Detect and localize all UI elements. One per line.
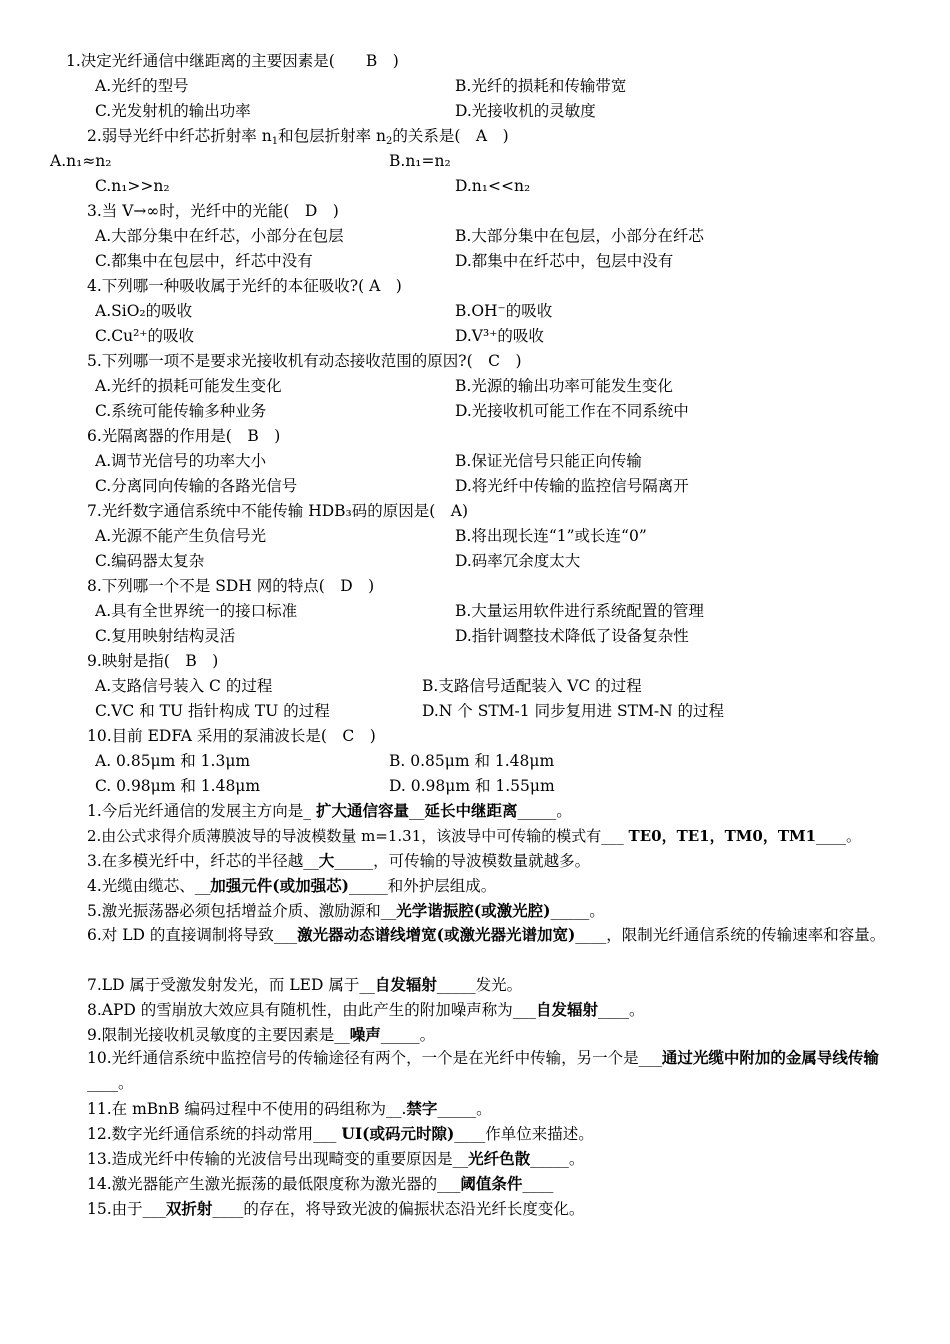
- question-8-option-c: C.复用映射结构灵活: [95, 627, 236, 645]
- fill-6: [87, 922, 907, 948]
- fill-text: _____发光。: [436, 976, 523, 994]
- question-3-option-a: A.大部分集中在纤芯，小部分在包层: [95, 227, 344, 245]
- fill-15: [87, 1199, 584, 1219]
- fill-answer: 扩大通信容量: [315, 801, 409, 820]
- question-2-stem: [87, 126, 509, 146]
- fill-answer: UI(或码元时隙): [341, 1124, 455, 1143]
- fill-text: ____的存在，将导致光波的偏振状态沿光纤长度变化。: [212, 1200, 585, 1218]
- question-1-stem: 1.决定光纤通信中继距离的主要因素是( B ): [66, 52, 399, 70]
- fill-4: [87, 876, 496, 896]
- fill-11: [87, 1099, 492, 1119]
- fill-answer: 通过光缆中附加的金属导线传输: [661, 1048, 879, 1067]
- question-2-option-a: A.n₁≈n₂: [50, 152, 112, 170]
- fill-9: [87, 1025, 435, 1045]
- fill-8: [87, 1000, 645, 1020]
- fill-1: [87, 801, 572, 821]
- question-1-option-c: C.光发射机的输出功率: [95, 102, 251, 120]
- fill-2: [87, 826, 861, 846]
- question-9-option-b: B.支路信号适配装入 VC 的过程: [422, 677, 642, 695]
- question-10-option-b: B. 0.85μm 和 1.48μm: [389, 752, 555, 770]
- question-10-option-d: D. 0.98μm 和 1.55μm: [389, 777, 555, 795]
- fill-text: ____。: [87, 1074, 134, 1092]
- fill-text: ____: [522, 1175, 554, 1193]
- question-9-option-c: C.VC 和 TU 指针构成 TU 的过程: [95, 702, 330, 720]
- fill-text: 9.限制光接收机灵敏度的主要因素是__: [87, 1026, 350, 1044]
- question-4-option-d: D.V³⁺的吸收: [455, 327, 544, 345]
- question-8-option-a: A.具有全世界统一的接口标准: [95, 602, 298, 620]
- fill-5: [87, 901, 605, 921]
- fill-text: _____。: [517, 802, 572, 820]
- question-3-option-c: C.都集中在包层中，纤芯中没有: [95, 252, 313, 270]
- stem-part: 2.弱导光纤中纤芯折射率 n: [87, 127, 272, 145]
- fill-text: _____，可传输的导波模数量就越多。: [334, 852, 591, 870]
- question-5-option-b: B.光源的输出功率可能发生变化: [455, 377, 673, 395]
- fill-answer: 禁字: [406, 1099, 438, 1118]
- question-4-option-a: A.SiO₂的吸收: [95, 302, 193, 320]
- question-7-option-b: B.将出现长连“1”或长连“0”: [455, 527, 647, 545]
- fill-text: ____作单位来描述。: [454, 1125, 594, 1143]
- fill-text: _____。: [530, 1150, 585, 1168]
- fill-7: [87, 975, 522, 995]
- question-9-option-d: D.N 个 STM-1 同步复用进 STM-N 的过程: [422, 702, 725, 720]
- question-7-stem: 7.光纤数字通信系统中不能传输 HDB₃码的原因是( A): [87, 502, 469, 520]
- fill-answer: 噪声: [349, 1025, 381, 1044]
- fill-text: 13.造成光纤中传输的光波信号出现畸变的重要原因是__: [87, 1150, 469, 1168]
- fill-12: [87, 1124, 594, 1144]
- question-10-stem: 10.目前 EDFA 采用的泵浦波长是( C ): [87, 727, 376, 745]
- fill-text: _____。: [437, 1100, 492, 1118]
- fill-answer: 光学谐振腔(或激光腔): [396, 901, 551, 920]
- fill-text: 12.数字光纤通信系统的抖动常用___: [87, 1125, 342, 1143]
- fill-answer: 激光器动态谱线增宽(或激光器光谱加宽): [297, 925, 576, 944]
- question-4-stem: 4.下列哪一种吸收属于光纤的本征吸收?( A ): [87, 277, 402, 295]
- fill-text: _____。: [550, 902, 605, 920]
- fill-text: 8.APD 的雪崩放大效应具有随机性，由此产生的附加噪声称为___: [87, 1001, 537, 1019]
- question-1-option-b: B.光纤的损耗和传输带宽: [455, 77, 627, 95]
- fill-text: 4.光缆由缆芯、__: [87, 877, 211, 895]
- question-5-option-c: C.系统可能传输多种业务: [95, 402, 267, 420]
- fill-answer: 延长中继距离: [424, 801, 518, 820]
- subscript: 2: [386, 136, 393, 147]
- question-3-option-b: B.大部分集中在包层，小部分在纤芯: [455, 227, 704, 245]
- question-3-option-d: D.都集中在纤芯中，包层中没有: [455, 252, 674, 270]
- fill-text: 11.在 mBnB 编码过程中不使用的码组称为__.: [87, 1100, 407, 1118]
- question-2-option-d: D.n₁<<n₂: [455, 177, 531, 195]
- question-6-option-d: D.将光纤中传输的监控信号隔离开: [455, 477, 689, 495]
- fill-text: __: [408, 802, 425, 820]
- question-10-option-c: C. 0.98μm 和 1.48μm: [95, 777, 261, 795]
- question-7-option-a: A.光源不能产生负信号光: [95, 527, 267, 545]
- fill-answer: 自发辐射: [374, 975, 437, 994]
- fill-text: 1.今后光纤通信的发展主方向是_: [87, 802, 316, 820]
- question-9-stem: 9.映射是指( B ): [87, 652, 219, 670]
- question-8-option-b: B.大量运用软件进行系统配置的管理: [455, 602, 704, 620]
- question-6-option-b: B.保证光信号只能正向传输: [455, 452, 642, 470]
- fill-text: 2.由公式求得介质薄膜波导的导波模数量 m=1.31，该波导中可传输的模式有___: [87, 827, 629, 845]
- question-3-stem: 3.当 V→∞时，光纤中的光能( D ): [87, 202, 339, 220]
- fill-text: 10.光纤通信系统中监控信号的传输途径有两个，一个是在光纤中传输，另一个是___: [87, 1049, 662, 1067]
- fill-text: 3.在多模光纤中，纤芯的半径越__: [87, 852, 319, 870]
- question-6-option-c: C.分离同向传输的各路光信号: [95, 477, 298, 495]
- question-6-stem: 6.光隔离器的作用是( B ): [87, 427, 281, 445]
- fill-text: 6.对 LD 的直接调制将导致___: [87, 926, 298, 944]
- fill-text: ____。: [816, 827, 862, 845]
- question-5-option-d: D.光接收机可能工作在不同系统中: [455, 402, 689, 420]
- question-6-option-a: A.调节光信号的功率大小: [95, 452, 267, 470]
- question-5-stem: 5.下列哪一项不是要求光接收机有动态接收范围的原因?( C ): [87, 352, 522, 370]
- question-4-option-b: B.OH⁻的吸收: [455, 302, 553, 320]
- question-2-option-b: B.n₁=n₂: [389, 152, 451, 170]
- fill-text: 7.LD 属于受激发射发光，而 LED 属于__: [87, 976, 375, 994]
- question-4-option-c: C.Cu²⁺的吸收: [95, 327, 194, 345]
- fill-text: ____，限制光纤通信系统的传输速率和容量。: [575, 926, 886, 944]
- fill-10: [87, 1045, 907, 1096]
- question-10-option-a: A. 0.85μm 和 1.3μm: [95, 752, 251, 770]
- stem-part: 的关系是( A ): [392, 127, 509, 145]
- question-2-option-c: C.n₁>>n₂: [95, 177, 170, 195]
- question-8-stem: 8.下列哪一个不是 SDH 网的特点( D ): [87, 577, 375, 595]
- fill-answer: 自发辐射: [536, 1000, 599, 1019]
- fill-answer: 阈值条件: [460, 1174, 523, 1193]
- fill-answer: 加强元件(或加强芯): [210, 876, 349, 895]
- question-1-option-d: D.光接收机的灵敏度: [455, 102, 596, 120]
- fill-14: [87, 1174, 553, 1194]
- fill-answer: TE0，TE1，TM0，TM1: [628, 827, 817, 845]
- question-7-option-c: C.编码器太复杂: [95, 552, 205, 570]
- fill-text: ____。: [598, 1001, 645, 1019]
- fill-13: [87, 1149, 584, 1169]
- fill-answer: 光纤色散: [468, 1149, 531, 1168]
- fill-answer: 大: [318, 851, 335, 870]
- question-5-option-a: A.光纤的损耗可能发生变化: [95, 377, 282, 395]
- fill-text: _____和外护层组成。: [348, 877, 497, 895]
- question-1-option-a: A.光纤的型号: [95, 77, 189, 95]
- fill-3: [87, 851, 590, 871]
- question-7-option-d: D.码率冗余度太大: [455, 552, 581, 570]
- question-8-option-d: D.指针调整技术降低了设备复杂性: [455, 627, 689, 645]
- question-9-option-a: A.支路信号装入 C 的过程: [95, 677, 273, 695]
- fill-text: 15.由于___: [87, 1200, 166, 1218]
- subscript: 1: [271, 136, 279, 147]
- fill-text: 5.激光振荡器必须包括增益介质、激励源和__: [87, 902, 397, 920]
- stem-part: 和包层折射率 n: [278, 127, 386, 145]
- fill-answer: 双折射: [165, 1199, 213, 1218]
- fill-text: _____。: [380, 1026, 436, 1044]
- fill-text: 14.激光器能产生激光振荡的最低限度称为激光器的___: [87, 1175, 461, 1193]
